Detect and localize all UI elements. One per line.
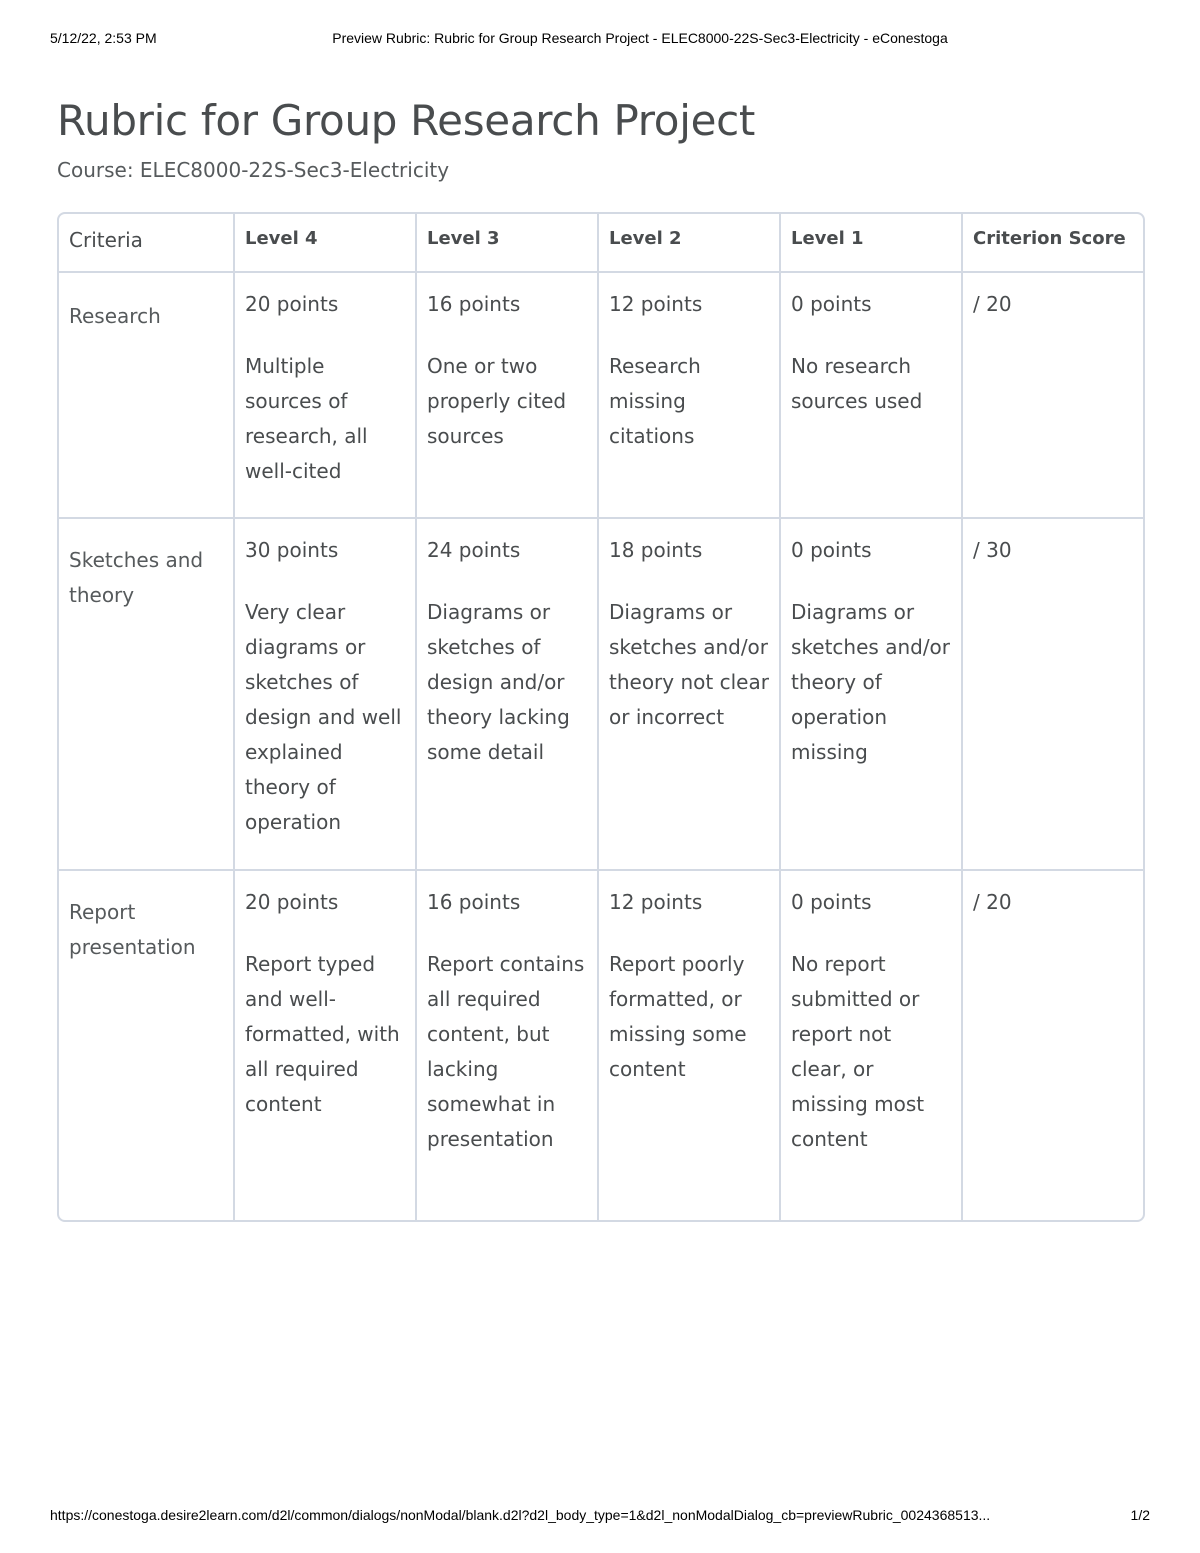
level-cell bbox=[780, 518, 962, 870]
level-cell bbox=[598, 870, 780, 1220]
level-points: 20 points bbox=[245, 292, 339, 316]
column-header-level-2: Level 2 bbox=[598, 214, 780, 272]
level-cell bbox=[416, 518, 598, 870]
table-header-row bbox=[59, 214, 1143, 272]
level-points: 30 points bbox=[245, 538, 339, 562]
course-name: Course: ELEC8000-22S-Sec3-Electricity bbox=[57, 158, 450, 182]
print-footer bbox=[50, 1507, 1150, 1527]
column-header-criteria: Criteria bbox=[59, 214, 234, 272]
level-description: Report contains all required content, but lacking somewhat in presentation bbox=[427, 952, 585, 1151]
level-points: 18 points bbox=[609, 538, 703, 562]
column-header-level-1: Level 1 bbox=[780, 214, 962, 272]
print-date: 5/12/22, 2:53 PM bbox=[50, 30, 157, 46]
page-number: 1/2 bbox=[1130, 1507, 1150, 1523]
rubric-table bbox=[59, 214, 1143, 1220]
level-cell bbox=[234, 518, 416, 870]
level-description: Diagrams or sketches and/or theory of operation missing bbox=[791, 600, 951, 764]
level-points: 0 points bbox=[791, 292, 872, 316]
level-cell bbox=[234, 272, 416, 518]
print-page-title: Preview Rubric: Rubric for Group Research Project - ELEC8000-22S-Sec3-Electricity - eConestoga bbox=[332, 30, 948, 46]
column-header-criterion-score: Criterion Score bbox=[962, 214, 1143, 272]
level-cell bbox=[598, 518, 780, 870]
column-header-level-3: Level 3 bbox=[416, 214, 598, 272]
level-description: Report typed and well-formatted, with all required content bbox=[245, 952, 400, 1116]
criterion-row-research bbox=[59, 272, 1143, 518]
criterion-row-report bbox=[59, 870, 1143, 1220]
criterion-name: Research bbox=[59, 272, 234, 518]
rubric-title: Rubric for Group Research Project bbox=[57, 96, 756, 145]
level-points: 12 points bbox=[609, 890, 703, 914]
level-description: One or two properly cited sources bbox=[427, 354, 567, 448]
level-description: Very clear diagrams or sketches of design and well explained theory of operation bbox=[245, 600, 402, 834]
rubric-table-container bbox=[57, 212, 1145, 1222]
level-description: Report poorly formatted, or missing some content bbox=[609, 952, 747, 1081]
level-cell bbox=[416, 272, 598, 518]
level-cell bbox=[416, 870, 598, 1220]
level-points: 12 points bbox=[609, 292, 703, 316]
level-points: 0 points bbox=[791, 538, 872, 562]
level-points: 0 points bbox=[791, 890, 872, 914]
criterion-score: / 20 bbox=[962, 272, 1143, 518]
print-header bbox=[50, 30, 1150, 50]
level-description: Multiple sources of research, all well-cited bbox=[245, 354, 368, 483]
level-points: 20 points bbox=[245, 890, 339, 914]
column-header-level-4: Level 4 bbox=[234, 214, 416, 272]
level-points: 16 points bbox=[427, 292, 521, 316]
criterion-row-sketches bbox=[59, 518, 1143, 870]
criterion-name: Sketches and theory bbox=[59, 518, 234, 870]
print-url: https://conestoga.desire2learn.com/d2l/common/dialogs/nonModal/blank.d2l?d2l_body_type=1&d2l_nonModalDialog_cb=previewRubric_0024368513... bbox=[50, 1507, 991, 1523]
criterion-score: / 20 bbox=[973, 890, 1012, 914]
level-cell bbox=[780, 272, 962, 518]
level-description: No research sources used bbox=[791, 354, 923, 413]
level-cell bbox=[598, 272, 780, 518]
level-cell bbox=[780, 870, 962, 1220]
level-points: 24 points bbox=[427, 538, 521, 562]
level-description: Diagrams or sketches and/or theory not clear or incorrect bbox=[609, 600, 769, 729]
criterion-name: Report presentation bbox=[59, 870, 234, 1220]
level-description: No report submitted or report not clear, or missing most content bbox=[791, 952, 925, 1151]
level-cell bbox=[234, 870, 416, 1220]
level-description: Diagrams or sketches of design and/or theory lacking some detail bbox=[427, 600, 570, 764]
level-points: 16 points bbox=[427, 890, 521, 914]
criterion-score: / 30 bbox=[962, 518, 1143, 870]
level-description: Research missing citations bbox=[609, 354, 701, 448]
